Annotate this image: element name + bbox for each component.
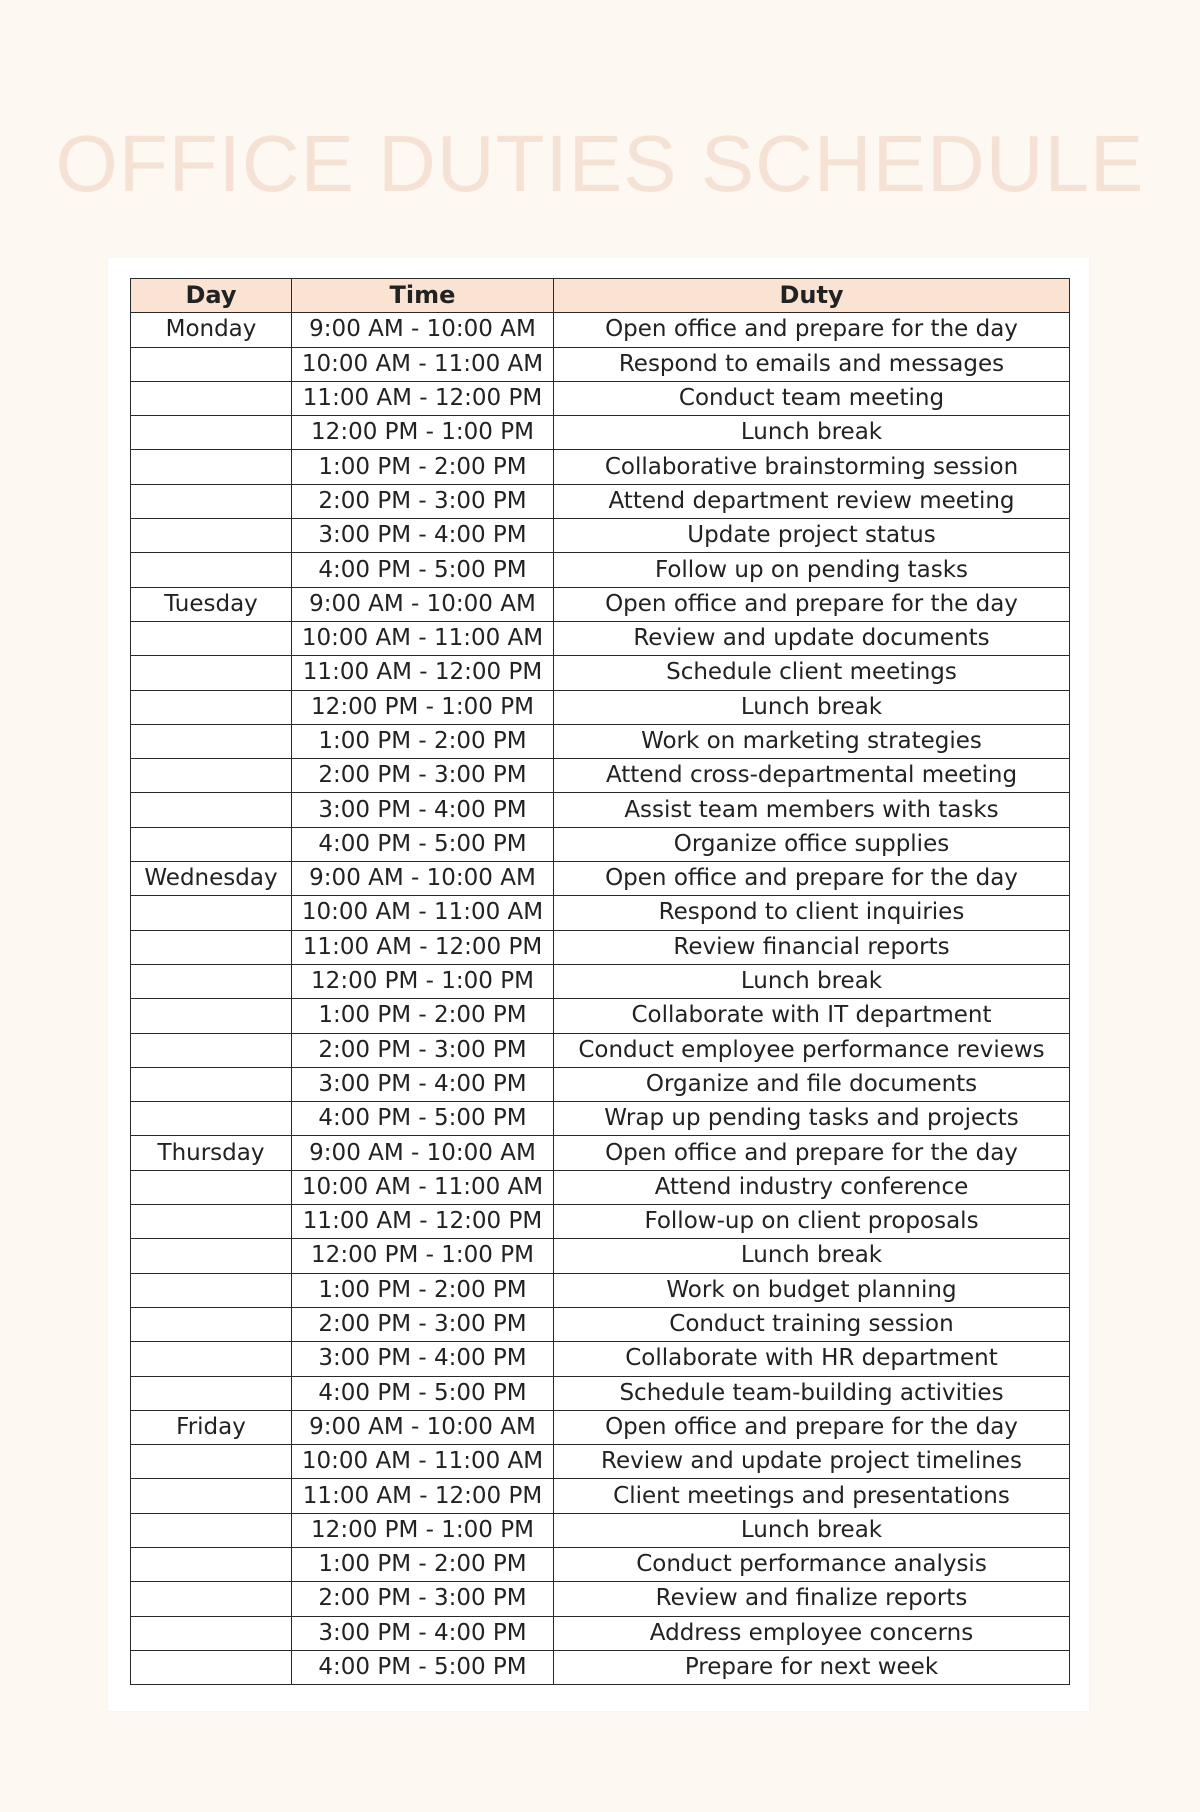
time-cell: 12:00 PM - 1:00 PM (292, 416, 554, 450)
time-cell: 10:00 AM - 11:00 AM (292, 1445, 554, 1479)
time-cell: 4:00 PM - 5:00 PM (292, 1376, 554, 1410)
column-header-time: Time (292, 279, 554, 313)
time-cell: 1:00 PM - 2:00 PM (292, 999, 554, 1033)
day-cell (131, 1170, 292, 1204)
duty-cell: Lunch break (554, 1239, 1070, 1273)
duty-cell: Conduct employee performance reviews (554, 1033, 1070, 1067)
schedule-card (108, 258, 1089, 1711)
duty-cell: Conduct performance analysis (554, 1547, 1070, 1581)
table-row (131, 1342, 1070, 1376)
day-cell: Wednesday (131, 862, 292, 896)
table-row (131, 1650, 1070, 1684)
duty-cell: Review and update project timelines (554, 1445, 1070, 1479)
time-cell: 2:00 PM - 3:00 PM (292, 759, 554, 793)
time-cell: 2:00 PM - 3:00 PM (292, 1033, 554, 1067)
time-cell: 12:00 PM - 1:00 PM (292, 1513, 554, 1547)
time-cell: 10:00 AM - 11:00 AM (292, 347, 554, 381)
day-cell (131, 999, 292, 1033)
time-cell: 10:00 AM - 11:00 AM (292, 1170, 554, 1204)
duty-cell: Collaborative brainstorming session (554, 450, 1070, 484)
duty-cell: Organize office supplies (554, 827, 1070, 861)
table-row (131, 1067, 1070, 1101)
time-cell: 3:00 PM - 4:00 PM (292, 1342, 554, 1376)
table-row (131, 1102, 1070, 1136)
time-cell: 11:00 AM - 12:00 PM (292, 1205, 554, 1239)
table-row (131, 862, 1070, 896)
table-row (131, 1239, 1070, 1273)
duty-cell: Follow up on pending tasks (554, 553, 1070, 587)
table-row (131, 1170, 1070, 1204)
time-cell: 3:00 PM - 4:00 PM (292, 519, 554, 553)
duty-cell: Lunch break (554, 964, 1070, 998)
duty-cell: Attend cross-departmental meeting (554, 759, 1070, 793)
table-row (131, 416, 1070, 450)
day-cell: Tuesday (131, 587, 292, 621)
table-row (131, 964, 1070, 998)
table-row (131, 1479, 1070, 1513)
duty-cell: Conduct training session (554, 1307, 1070, 1341)
time-cell: 4:00 PM - 5:00 PM (292, 1650, 554, 1684)
time-cell: 9:00 AM - 10:00 AM (292, 1136, 554, 1170)
day-cell (131, 1205, 292, 1239)
table-row (131, 621, 1070, 655)
time-cell: 4:00 PM - 5:00 PM (292, 1102, 554, 1136)
duty-cell: Address employee concerns (554, 1616, 1070, 1650)
table-row (131, 587, 1070, 621)
duty-cell: Update project status (554, 519, 1070, 553)
day-cell (131, 964, 292, 998)
day-cell: Friday (131, 1410, 292, 1444)
column-header-duty: Duty (554, 279, 1070, 313)
duty-cell: Prepare for next week (554, 1650, 1070, 1684)
day-cell (131, 1239, 292, 1273)
table-row (131, 1445, 1070, 1479)
day-cell (131, 1033, 292, 1067)
day-cell (131, 450, 292, 484)
duty-cell: Collaborate with HR department (554, 1342, 1070, 1376)
time-cell: 2:00 PM - 3:00 PM (292, 484, 554, 518)
time-cell: 3:00 PM - 4:00 PM (292, 1616, 554, 1650)
time-cell: 9:00 AM - 10:00 AM (292, 587, 554, 621)
day-cell (131, 347, 292, 381)
duty-cell: Open office and prepare for the day (554, 587, 1070, 621)
duty-cell: Open office and prepare for the day (554, 862, 1070, 896)
table-row (131, 450, 1070, 484)
table-row (131, 930, 1070, 964)
day-cell (131, 1479, 292, 1513)
table-row (131, 1205, 1070, 1239)
day-cell (131, 690, 292, 724)
day-cell (131, 621, 292, 655)
duty-cell: Work on marketing strategies (554, 724, 1070, 758)
table-row (131, 724, 1070, 758)
table-row (131, 1513, 1070, 1547)
table-row (131, 690, 1070, 724)
day-cell (131, 1616, 292, 1650)
day-cell (131, 1445, 292, 1479)
day-cell (131, 656, 292, 690)
time-cell: 4:00 PM - 5:00 PM (292, 553, 554, 587)
duty-cell: Wrap up pending tasks and projects (554, 1102, 1070, 1136)
day-cell (131, 519, 292, 553)
day-cell (131, 1273, 292, 1307)
schedule-table (130, 278, 1070, 1685)
table-row (131, 1410, 1070, 1444)
table-row (131, 1376, 1070, 1410)
table-row (131, 827, 1070, 861)
day-cell: Monday (131, 313, 292, 347)
time-cell: 12:00 PM - 1:00 PM (292, 1239, 554, 1273)
day-cell (131, 930, 292, 964)
time-cell: 12:00 PM - 1:00 PM (292, 690, 554, 724)
duty-cell: Schedule client meetings (554, 656, 1070, 690)
table-row (131, 553, 1070, 587)
table-row (131, 759, 1070, 793)
day-cell (131, 1650, 292, 1684)
day-cell (131, 1513, 292, 1547)
duty-cell: Review and update documents (554, 621, 1070, 655)
table-row (131, 1033, 1070, 1067)
day-cell (131, 484, 292, 518)
duty-cell: Schedule team-building activities (554, 1376, 1070, 1410)
table-row (131, 999, 1070, 1033)
table-row (131, 896, 1070, 930)
duty-cell: Lunch break (554, 416, 1070, 450)
duty-cell: Organize and file documents (554, 1067, 1070, 1101)
table-row (131, 1307, 1070, 1341)
table-row (131, 1136, 1070, 1170)
time-cell: 11:00 AM - 12:00 PM (292, 656, 554, 690)
day-cell (131, 1342, 292, 1376)
day-cell (131, 759, 292, 793)
table-row (131, 484, 1070, 518)
table-row (131, 1273, 1070, 1307)
day-cell (131, 724, 292, 758)
table-row (131, 381, 1070, 415)
table-row (131, 793, 1070, 827)
table-row (131, 1582, 1070, 1616)
time-cell: 9:00 AM - 10:00 AM (292, 313, 554, 347)
time-cell: 11:00 AM - 12:00 PM (292, 1479, 554, 1513)
duty-cell: Respond to emails and messages (554, 347, 1070, 381)
duty-cell: Open office and prepare for the day (554, 1136, 1070, 1170)
time-cell: 4:00 PM - 5:00 PM (292, 827, 554, 861)
day-cell (131, 793, 292, 827)
table-body (131, 313, 1070, 1685)
day-cell (131, 1307, 292, 1341)
day-cell (131, 896, 292, 930)
duty-cell: Follow-up on client proposals (554, 1205, 1070, 1239)
table-row (131, 519, 1070, 553)
time-cell: 1:00 PM - 2:00 PM (292, 1547, 554, 1581)
time-cell: 12:00 PM - 1:00 PM (292, 964, 554, 998)
duty-cell: Open office and prepare for the day (554, 1410, 1070, 1444)
time-cell: 1:00 PM - 2:00 PM (292, 450, 554, 484)
duty-cell: Attend department review meeting (554, 484, 1070, 518)
page-title: OFFICE DUTIES SCHEDULE (55, 119, 1145, 208)
duty-cell: Client meetings and presentations (554, 1479, 1070, 1513)
time-cell: 2:00 PM - 3:00 PM (292, 1582, 554, 1616)
table-row (131, 656, 1070, 690)
table-row (131, 1616, 1070, 1650)
time-cell: 1:00 PM - 2:00 PM (292, 1273, 554, 1307)
table-row (131, 347, 1070, 381)
column-header-day: Day (131, 279, 292, 313)
duty-cell: Lunch break (554, 1513, 1070, 1547)
time-cell: 3:00 PM - 4:00 PM (292, 793, 554, 827)
time-cell: 10:00 AM - 11:00 AM (292, 621, 554, 655)
day-cell (131, 827, 292, 861)
duty-cell: Review financial reports (554, 930, 1070, 964)
day-cell (131, 553, 292, 587)
day-cell (131, 1067, 292, 1101)
time-cell: 2:00 PM - 3:00 PM (292, 1307, 554, 1341)
time-cell: 11:00 AM - 12:00 PM (292, 930, 554, 964)
time-cell: 10:00 AM - 11:00 AM (292, 896, 554, 930)
duty-cell: Collaborate with IT department (554, 999, 1070, 1033)
duty-cell: Conduct team meeting (554, 381, 1070, 415)
duty-cell: Respond to client inquiries (554, 896, 1070, 930)
day-cell (131, 1547, 292, 1581)
time-cell: 11:00 AM - 12:00 PM (292, 381, 554, 415)
day-cell (131, 381, 292, 415)
duty-cell: Attend industry conference (554, 1170, 1070, 1204)
time-cell: 1:00 PM - 2:00 PM (292, 724, 554, 758)
day-cell: Thursday (131, 1136, 292, 1170)
day-cell (131, 416, 292, 450)
day-cell (131, 1376, 292, 1410)
duty-cell: Lunch break (554, 690, 1070, 724)
time-cell: 3:00 PM - 4:00 PM (292, 1067, 554, 1101)
time-cell: 9:00 AM - 10:00 AM (292, 862, 554, 896)
duty-cell: Open office and prepare for the day (554, 313, 1070, 347)
duty-cell: Assist team members with tasks (554, 793, 1070, 827)
time-cell: 9:00 AM - 10:00 AM (292, 1410, 554, 1444)
table-row (131, 1547, 1070, 1581)
table-row (131, 313, 1070, 347)
day-cell (131, 1102, 292, 1136)
duty-cell: Work on budget planning (554, 1273, 1070, 1307)
table-header-row (131, 279, 1070, 313)
day-cell (131, 1582, 292, 1616)
duty-cell: Review and finalize reports (554, 1582, 1070, 1616)
